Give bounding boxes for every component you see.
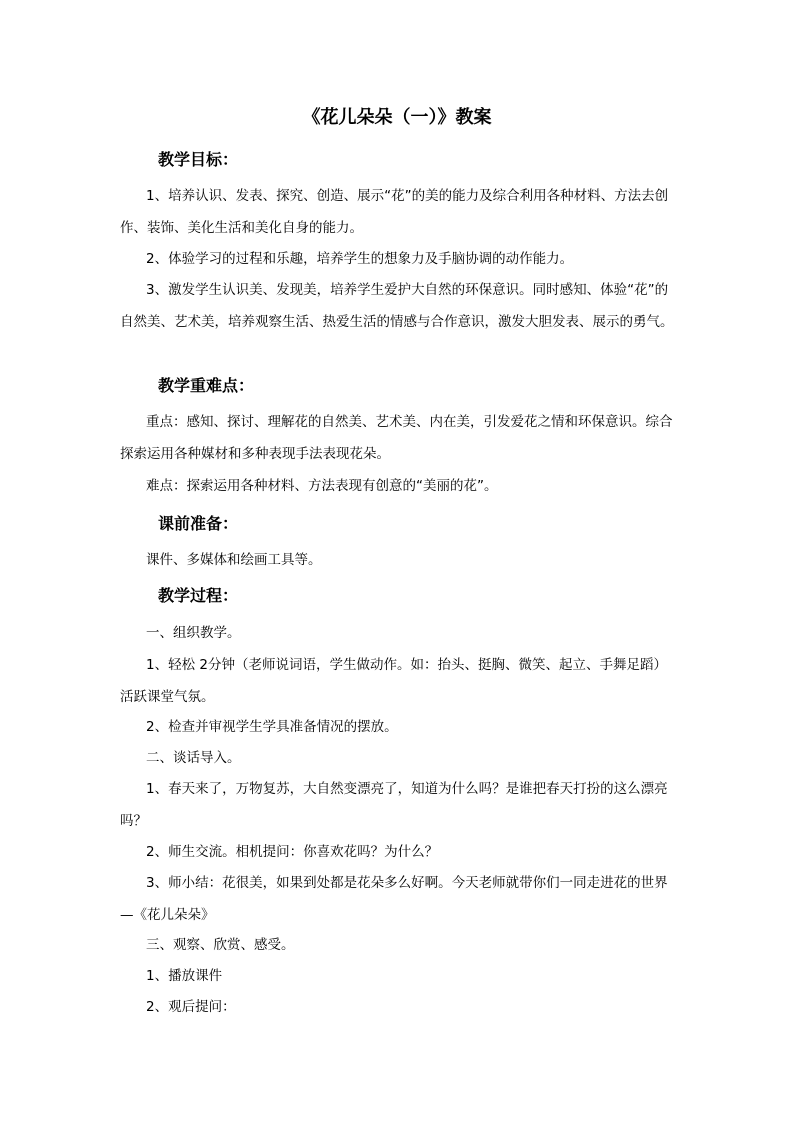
process-item: 2、师生交流。相机提问：你喜欢花吗？为什么？ <box>146 844 439 860</box>
key-points-heading: 教学重难点： <box>158 376 255 395</box>
process-item: 1、播放课件 <box>146 968 223 984</box>
process-item: 二、谈话导入。 <box>146 750 241 766</box>
process-item: 1、轻松 2分钟（老师说词语，学生做动作。如：抬头、挺胸、微笑、起立、手舞足蹈）活跃课堂气氛。 <box>120 657 667 705</box>
objective-item-1: 1、培养认识、发表、探究、创造、展示“花”的美的能力及综合利用各种材料、方法去创作、装饰、美化生活和美化自身的能力。 <box>120 188 669 236</box>
process-item: 2、检查并审视学生学具准备情况的摆放。 <box>146 719 398 735</box>
preparation-item-1: 课件、多媒体和绘画工具等。 <box>146 552 322 568</box>
process-item: 三、观察、欣赏、感受。 <box>146 937 295 953</box>
process-item: 一、组织教学。 <box>146 625 241 641</box>
preparation-heading: 课前准备： <box>158 514 239 533</box>
process-heading: 教学过程： <box>158 586 239 605</box>
process-item: 3、师小结：花很美，如果到处都是花朵多么好啊。今天老师就带你们一同走进花的世界—《花儿朵朵》 <box>120 875 668 923</box>
document-title: 《花儿朵朵（一）》教案 <box>302 107 492 128</box>
process-item: 1、春天来了，万物复苏，大自然变漂亮了，知道为什么吗？是谁把春天打扮的这么漂亮吗？ <box>120 781 668 829</box>
objectives-heading: 教学目标： <box>158 150 239 169</box>
objective-item-2: 2、体验学习的过程和乐趣，培养学生的想象力及手脑协调的动作能力。 <box>146 251 574 267</box>
key-point-item-1: 重点：感知、探讨、理解花的自然美、艺术美、内在美，引发爱花之情和环保意识。综合探索运用各种媒材和多种表现手法表现花朵。 <box>120 414 673 462</box>
objective-item-3: 3、激发学生认识美、发现美，培养学生爱护大自然的环保意识。同时感知、体验“花”的自然美、艺术美，培养观察生活、热爱生活的情感与合作意识，激发大胆发表、展示的勇气。 <box>120 282 674 330</box>
key-point-item-2: 难点：探索运用各种材料、方法表现有创意的“美丽的花”。 <box>146 478 498 494</box>
process-item: 2、观后提问： <box>146 999 236 1015</box>
